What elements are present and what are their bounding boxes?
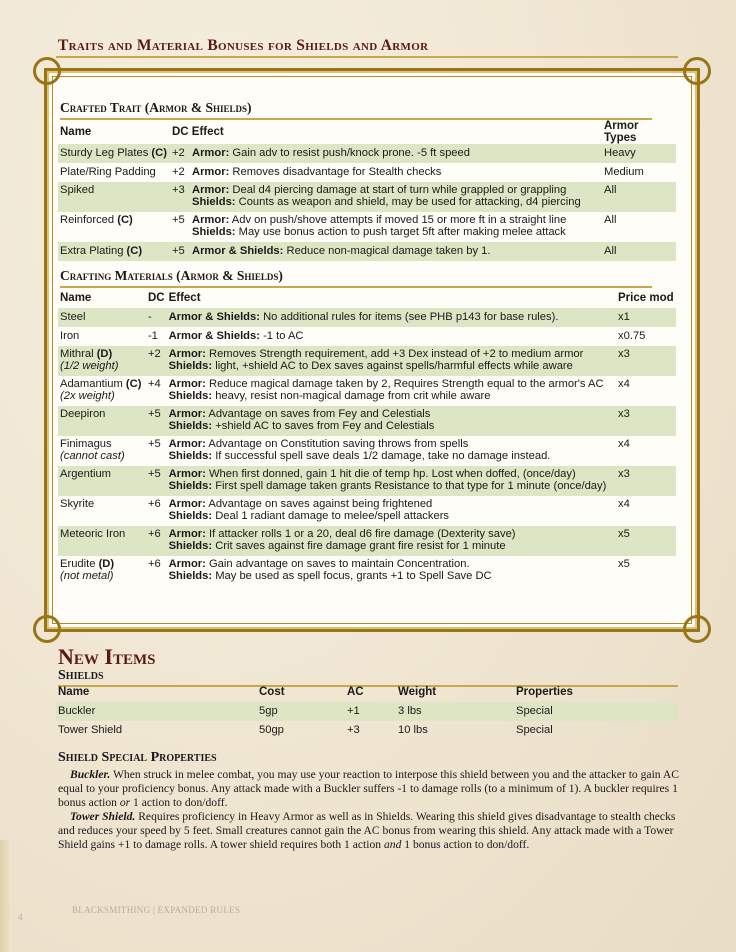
effect-label: Armor:: [168, 468, 206, 480]
material-price-mod: x3: [616, 406, 676, 436]
column-header-name: Name: [58, 685, 90, 698]
effect-cell: [190, 242, 602, 261]
material-dc: -1: [147, 329, 158, 342]
effect-text: Removes disadvantage for Stealth checks: [229, 165, 442, 178]
buckler-emphasis: or: [119, 796, 131, 810]
shield-ac: +3: [347, 723, 360, 736]
shield-ac: +1: [345, 702, 396, 721]
table-row: [58, 242, 676, 261]
effect-text: May be used as spell focus, grants +1 to Spell Save DC: [212, 569, 492, 582]
material-tag: (D): [96, 348, 113, 360]
material-name: Deepiron: [60, 408, 106, 420]
table-row: [58, 376, 676, 406]
material-price-mod: x4: [618, 378, 630, 390]
effect-text: First spell damage taken grants Resistance to that type for 1 minute (once/day): [212, 479, 607, 492]
material-note: (cannot cast): [60, 449, 125, 462]
effect-text: -1 to AC: [259, 329, 304, 342]
trait-tag: (C): [126, 244, 143, 257]
material-name: Meteoric Iron: [60, 528, 126, 540]
buckler-description: [58, 768, 682, 811]
effect-label: Shields:: [168, 569, 213, 582]
buckler-name: Buckler.: [70, 768, 111, 781]
effect-text: Deal 1 radiant damage to melee/spell attackers: [212, 509, 450, 522]
effect-label: Armor:: [168, 528, 206, 540]
trait-armor-types: All: [602, 182, 676, 212]
page-edge-ornament: [0, 840, 12, 952]
material-dc: +5: [146, 466, 167, 496]
effect-label: Armor & Shields:: [168, 310, 260, 323]
effect-cell: [167, 436, 616, 466]
material-name-cell: [58, 436, 146, 466]
effect-text: Gain adv to resist push/knock prone. -5 ft speed: [229, 146, 470, 159]
material-name-cell: [58, 327, 146, 346]
trait-dc: +2: [170, 144, 190, 163]
shields-table: [56, 683, 678, 740]
material-name: Skyrite: [60, 498, 95, 510]
material-name-cell: [58, 526, 146, 556]
effect-text: When first donned, gain 1 hit die of temp hp. Lost when doffed, (once/day): [205, 468, 576, 480]
table-row: [58, 327, 676, 346]
trait-name-cell: [58, 212, 170, 242]
material-name: Steel: [60, 310, 86, 323]
trait-name-cell: [58, 182, 170, 212]
material-name-cell: [58, 556, 146, 586]
material-name-cell: [58, 308, 146, 327]
tower-shield-emphasis: and: [383, 838, 402, 852]
table-header-row: [56, 683, 678, 702]
effect-cell: [190, 182, 602, 212]
trait-name: Extra Plating: [60, 244, 124, 257]
shield-properties: Special: [514, 702, 678, 721]
effect-cell: [190, 144, 602, 163]
trait-dc: +3: [170, 182, 190, 212]
crafting-materials-heading: Crafting Materials (Armor & Shields): [60, 268, 283, 283]
trait-name: Spiked: [60, 184, 95, 196]
effect-label: Armor:: [168, 408, 206, 420]
shield-cost: 50gp: [259, 723, 284, 736]
column-header-dc: DC: [147, 291, 165, 304]
effect-label: Armor:: [192, 214, 230, 226]
table-row: [58, 212, 676, 242]
tower-shield-text: Requires proficiency in Heavy Armor as well as in Shields. Wearing this shield gives disadvantage to stealth checks and reduces your speed by 5 feet. Small creatures cannot gain the AC bonus from wearing this shield. Any attack made with a Tower Shield gains +1 to damage rolls. A tower shield requires both 1 action: [58, 810, 676, 852]
effect-label: Shields:: [168, 389, 213, 402]
effect-label: Shields:: [192, 225, 236, 238]
material-dc: +4: [147, 378, 161, 390]
material-tag: (D): [98, 558, 115, 570]
effect-label: Armor & Shields:: [192, 244, 284, 257]
buckler-text-end: 1 action to don/doff.: [130, 796, 228, 810]
effect-text: Counts as weapon and shield, may be used for attacking, d4 piercing: [235, 195, 581, 208]
table-row: [58, 144, 676, 163]
trait-name-cell: [58, 144, 170, 163]
table-row: [58, 526, 676, 556]
effect-label: Shields:: [168, 419, 213, 432]
effect-label: Shields:: [168, 509, 213, 522]
shields-heading: Shields: [58, 668, 104, 683]
effect-label: Armor:: [168, 378, 206, 390]
column-header-name: Name: [60, 125, 92, 138]
material-price-mod: x1: [616, 308, 676, 327]
page-title: Traits and Material Bonuses for Shields and Armor: [58, 37, 429, 54]
effect-cell: [167, 406, 616, 436]
shield-weight: 10 lbs: [398, 723, 428, 736]
shield-special-properties-heading: Shield Special Properties: [58, 750, 217, 765]
column-header-cost: Cost: [259, 685, 285, 698]
material-name: Iron: [60, 329, 80, 342]
effect-text: Advantage on saves against being frightened: [205, 498, 433, 510]
table-header-row: [58, 121, 676, 144]
effect-cell: [167, 466, 616, 496]
trait-dc: +2: [172, 165, 185, 178]
effect-label: Armor:: [192, 146, 230, 159]
effect-text: Deal d4 piercing damage at start of turn while grappled or grappling: [229, 184, 567, 196]
buckler-text: When struck in melee combat, you may use your reaction to interpose this shield between you and the attacker to gain AC equal to your proficiency bonus. Any attack made with a Buckler suffers -1 to damage rolls (to a minimum of 1). A buckler requires 1 bonus action: [58, 768, 679, 810]
heading-rule: [60, 118, 652, 120]
shield-weight: 3 lbs: [396, 702, 514, 721]
material-name-cell: [58, 406, 146, 436]
effect-label: Shields:: [168, 449, 213, 462]
effect-text: If attacker rolls 1 or a 20, deal d6 fire damage (Dexterity save): [205, 528, 516, 540]
material-note: (not metal): [60, 569, 114, 582]
effect-cell: [167, 346, 616, 376]
page-number: 4: [18, 912, 23, 922]
effect-cell: [167, 327, 616, 346]
material-name: Adamantium: [60, 378, 123, 390]
material-dc: +6: [147, 498, 161, 510]
column-header-name: Name: [60, 291, 92, 304]
trait-armor-types: Heavy: [602, 144, 676, 163]
material-tag: (C): [125, 378, 142, 390]
table-header-row: [58, 289, 676, 308]
material-price-mod: x5: [618, 558, 630, 570]
effect-cell: [167, 308, 616, 327]
material-price-mod: x3: [616, 466, 676, 496]
table-row: [58, 466, 676, 496]
effect-label: Armor:: [192, 165, 230, 178]
column-header-weight: Weight: [398, 685, 437, 698]
trait-name: Reinforced: [60, 214, 115, 226]
material-name: Mithral: [60, 348, 94, 360]
material-name-cell: [58, 496, 146, 526]
effect-text: May use bonus action to push target 5ft after making melee attack: [235, 225, 566, 238]
trait-name-cell: [58, 163, 170, 182]
effect-cell: [167, 526, 616, 556]
effect-text: Crit saves against fire damage grant fire resist for 1 minute: [212, 539, 506, 552]
trait-dc: +5: [172, 214, 185, 226]
table-row: [58, 163, 676, 182]
table-row: [58, 436, 676, 466]
tower-shield-description: [58, 810, 682, 853]
material-dc: +5: [147, 438, 161, 450]
column-header-armor-types: Armor Types: [604, 120, 639, 144]
trait-tag: (C): [151, 146, 167, 159]
effect-label: Armor:: [168, 348, 206, 360]
column-header-properties: Properties: [516, 685, 573, 698]
shield-cost: 5gp: [257, 702, 345, 721]
material-note: (1/2 weight): [60, 359, 119, 372]
trait-armor-types: All: [602, 242, 676, 261]
frame-corner: [33, 615, 61, 643]
effect-label: Shields:: [168, 539, 213, 552]
table-row: [58, 406, 676, 436]
effect-text: Removes Strength requirement, add +3 Dex instead of +2 to medium armor: [205, 348, 584, 360]
material-dc: +6: [146, 526, 167, 556]
trait-armor-types: Medium: [604, 165, 644, 178]
material-name: Finimagus: [60, 438, 112, 450]
material-dc: +2: [146, 346, 167, 376]
table-row: [58, 346, 676, 376]
effect-text: light, +shield AC to Dex saves against spells/harmful effects while aware: [212, 359, 573, 372]
material-price-mod: x3: [616, 346, 676, 376]
trait-armor-types: All: [604, 214, 617, 226]
effect-label: Shields:: [192, 195, 236, 208]
title-rule: [56, 56, 678, 58]
frame-corner: [683, 57, 711, 85]
column-header-dc-effect: DC Effect: [172, 125, 224, 138]
material-name-cell: [58, 346, 146, 376]
effect-text: Advantage on Constitution saving throws from spells: [205, 438, 469, 450]
effect-cell: [190, 212, 602, 242]
effect-label: Shields:: [168, 479, 213, 492]
material-price-mod: x4: [618, 498, 630, 510]
effect-label: Armor:: [192, 184, 230, 196]
material-price-mod: x0.75: [618, 329, 646, 342]
effect-text: Reduce magical damage taken by 2, Requires Strength equal to the armor's AC: [205, 378, 604, 390]
table-row: [58, 556, 676, 586]
column-header-ac: AC: [347, 685, 364, 698]
table-row: [58, 182, 676, 212]
effect-cell: [167, 376, 616, 406]
effect-cell: [167, 496, 616, 526]
material-dc: -: [146, 308, 167, 327]
material-name-cell: [58, 376, 146, 406]
effect-cell: [190, 163, 602, 182]
crafted-trait-heading: Crafted Trait (Armor & Shields): [60, 100, 252, 115]
material-dc: +5: [146, 406, 167, 436]
new-items-title: New Items: [58, 644, 156, 669]
shield-name: Buckler: [56, 702, 257, 721]
material-name: Erudite: [60, 558, 96, 570]
table-row: [58, 496, 676, 526]
tower-shield-text-end: 1 bonus action to don/doff.: [401, 838, 530, 852]
trait-tag: (C): [117, 214, 133, 226]
trait-name-cell: [58, 242, 170, 261]
crafting-materials-table: [58, 289, 676, 586]
table-row: [56, 702, 678, 721]
effect-label: Armor:: [168, 498, 206, 510]
page-footer: BLACKSMITHING | EXPANDED RULES: [72, 905, 241, 915]
material-note: (2x weight): [60, 389, 115, 402]
material-name-cell: [58, 466, 146, 496]
table-row: [58, 308, 676, 327]
table-row: [56, 721, 678, 740]
effect-text: heavy, resist non-magical damage from crit while aware: [212, 389, 491, 402]
trait-name: Plate/Ring Padding: [60, 165, 156, 178]
effect-label: Armor:: [168, 558, 206, 570]
effect-text: Reduce non-magical damage taken by 1.: [283, 244, 491, 257]
tower-shield-name: Tower Shield.: [70, 810, 136, 823]
effect-label: Armor & Shields:: [168, 329, 260, 342]
effect-text: Advantage on saves from Fey and Celestials: [205, 408, 431, 420]
trait-dc: +5: [170, 242, 190, 261]
material-price-mod: x5: [616, 526, 676, 556]
material-name: Argentium: [60, 468, 111, 480]
effect-text: Adv on push/shove attempts if moved 15 or more ft in a straight line: [229, 214, 567, 226]
heading-rule: [60, 286, 652, 288]
shield-properties: Special: [516, 723, 553, 736]
trait-name: Sturdy Leg Plates: [60, 146, 149, 159]
material-dc: +6: [147, 558, 161, 570]
column-header-price-mod: Price mod: [618, 291, 674, 304]
shield-name: Tower Shield: [58, 723, 123, 736]
effect-cell: [167, 556, 616, 586]
effect-text: +shield AC to saves from Fey and Celestials: [212, 419, 435, 432]
effect-text: If successful spell save deals 1/2 damage, take no damage instead.: [212, 449, 551, 462]
crafted-trait-table: [58, 121, 676, 261]
column-header-effect: Effect: [168, 291, 201, 304]
effect-text: No additional rules for items (see PHB p143 for base rules).: [259, 310, 559, 323]
effect-label: Shields:: [168, 359, 213, 372]
material-price-mod: x4: [618, 438, 630, 450]
effect-label: Armor:: [168, 438, 206, 450]
effect-text: Gain advantage on saves to maintain Concentration.: [205, 558, 470, 570]
